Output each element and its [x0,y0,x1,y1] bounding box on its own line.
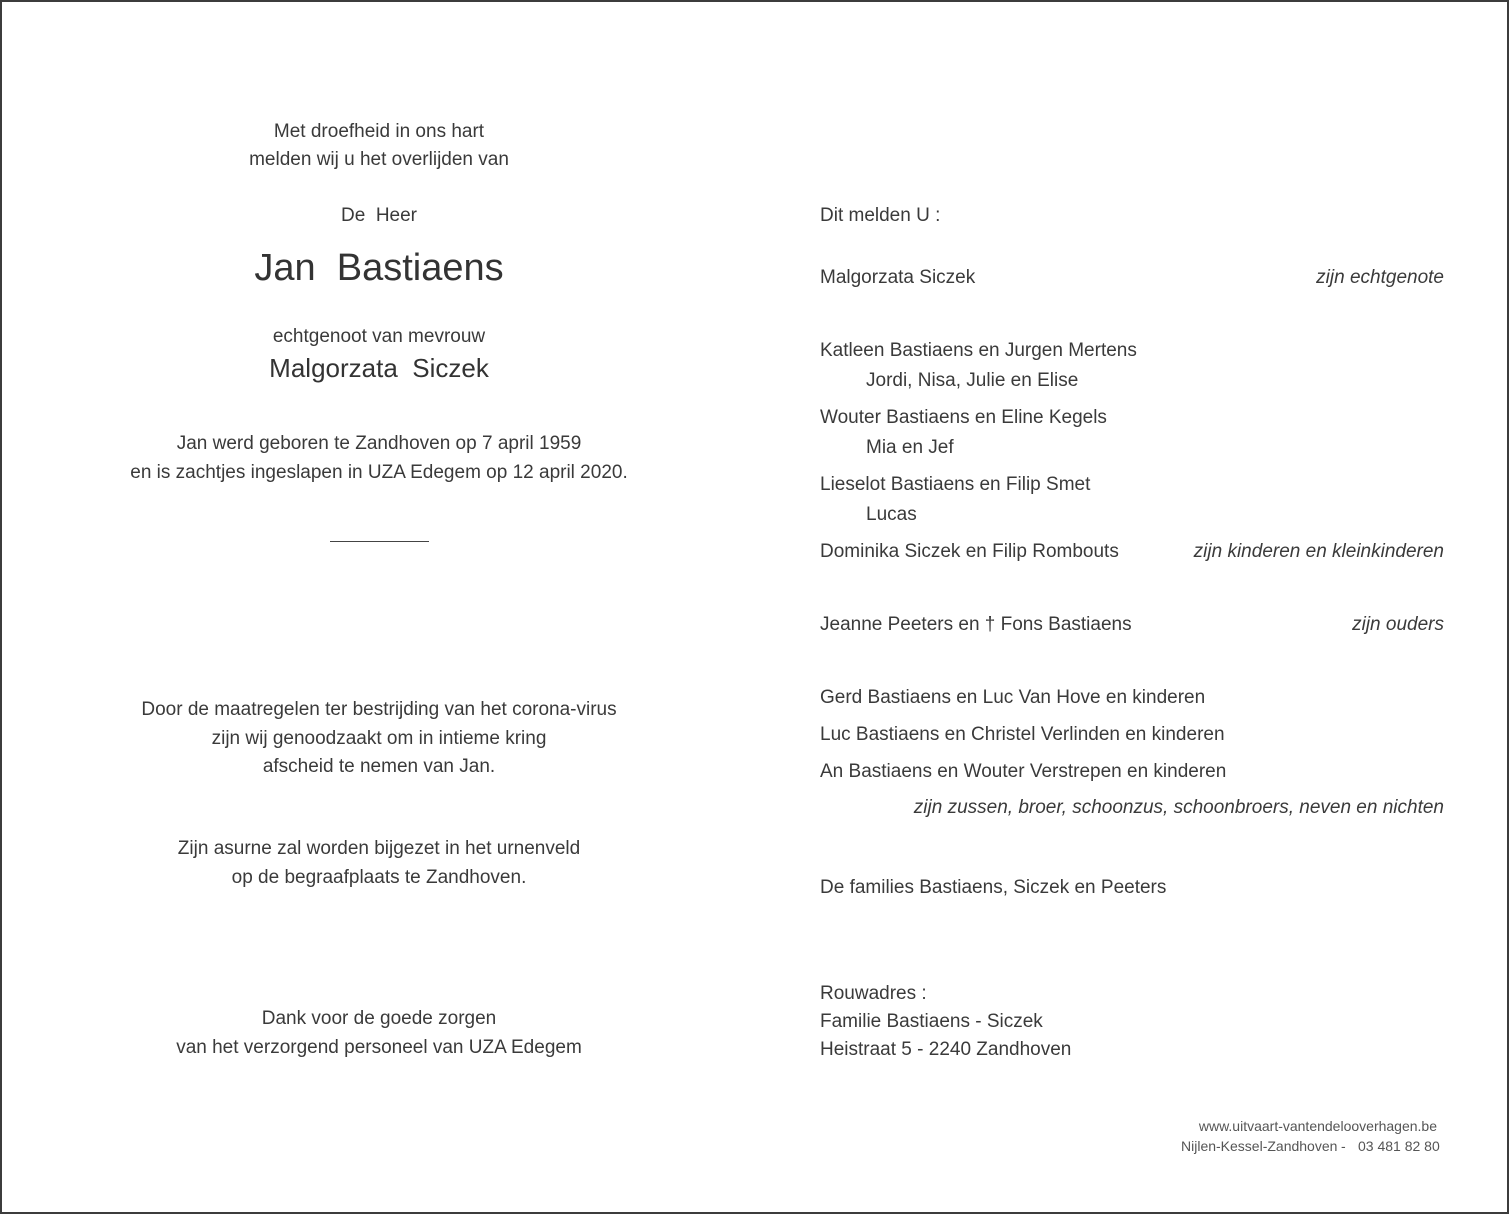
birth-line: Jan werd geboren te Zandhoven op 7 april 1959 [176,433,582,454]
corona-line-1: Door de maatregelen ter bestrijding van het corona-virus [141,699,617,720]
child-entry-4: Dominika Siczek en Filip Rombouts [820,541,1119,562]
spouse-intro: echtgenoot van mevrouw [272,326,486,347]
address-family: Familie Bastiaens - Siczek [820,1011,1043,1032]
thanks-line-1: Dank voor de goede zorgen [261,1008,497,1029]
footer-website[interactable]: www.uitvaart-vantendelooverhagen.be [1198,1118,1437,1134]
footer-separator: - [1341,1138,1346,1154]
spouse-entry: Malgorzata Siczek [820,267,976,288]
footer-phone: 03 481 82 80 [1358,1138,1440,1154]
grandchildren-entry-2: Mia en Jef [866,437,954,458]
child-entry-2: Wouter Bastiaens en Eline Kegels [820,407,1107,428]
grandchildren-entry-3: Lucas [866,504,917,525]
urn-line-2: op de begraafplaats te Zandhoven. [231,867,527,888]
child-entry-1: Katleen Bastiaens en Jurgen Mertens [820,340,1137,361]
corona-line-3: afscheid te nemen van Jan. [262,756,496,777]
intro-line-2: melden wij u het overlijden van [249,149,509,170]
urn-line-1: Zijn asurne zal worden bijgezet in het urnenveld [177,838,581,859]
divider-line [330,541,429,542]
footer-locations: Nijlen-Kessel-Zandhoven [1181,1138,1338,1154]
intro-line-1: Met droefheid in ons hart [273,121,485,142]
address-street: Heistraat 5 - 2240 Zandhoven [820,1039,1072,1060]
parents-entry: Jeanne Peeters en † Fons Bastiaens [820,614,1132,635]
sibling-entry-2: Luc Bastiaens en Christel Verlinden en kinderen [820,724,1225,745]
death-line: en is zachtjes ingeslapen in UZA Edegem op 12 april 2020. [130,462,628,483]
announcers-heading: Dit melden U : [820,205,941,226]
honorific-title: De Heer [340,205,418,226]
spouse-name: Malgorzata Siczek [269,353,489,383]
grandchildren-entry-1: Jordi, Nisa, Julie en Elise [866,370,1079,391]
children-role: zijn kinderen en kleinkinderen [1193,541,1444,562]
families-entry: De families Bastiaens, Siczek en Peeters [820,877,1167,898]
address-label: Rouwadres : [820,983,927,1004]
deceased-name: Jan Bastiaens [254,247,504,289]
sibling-entry-1: Gerd Bastiaens en Luc Van Hove en kinderen [820,687,1206,708]
parents-role: zijn ouders [1352,614,1444,635]
sibling-entry-3: An Bastiaens en Wouter Verstrepen en kinderen [820,761,1227,782]
siblings-role: zijn zussen, broer, schoonzus, schoonbroers, neven en nichten [913,797,1444,818]
corona-line-2: zijn wij genoodzaakt om in intieme kring [211,728,547,749]
child-entry-3: Lieselot Bastiaens en Filip Smet [820,474,1091,495]
thanks-line-2: van het verzorgend personeel van UZA Edegem [176,1037,582,1058]
spouse-role: zijn echtgenote [1316,267,1444,288]
